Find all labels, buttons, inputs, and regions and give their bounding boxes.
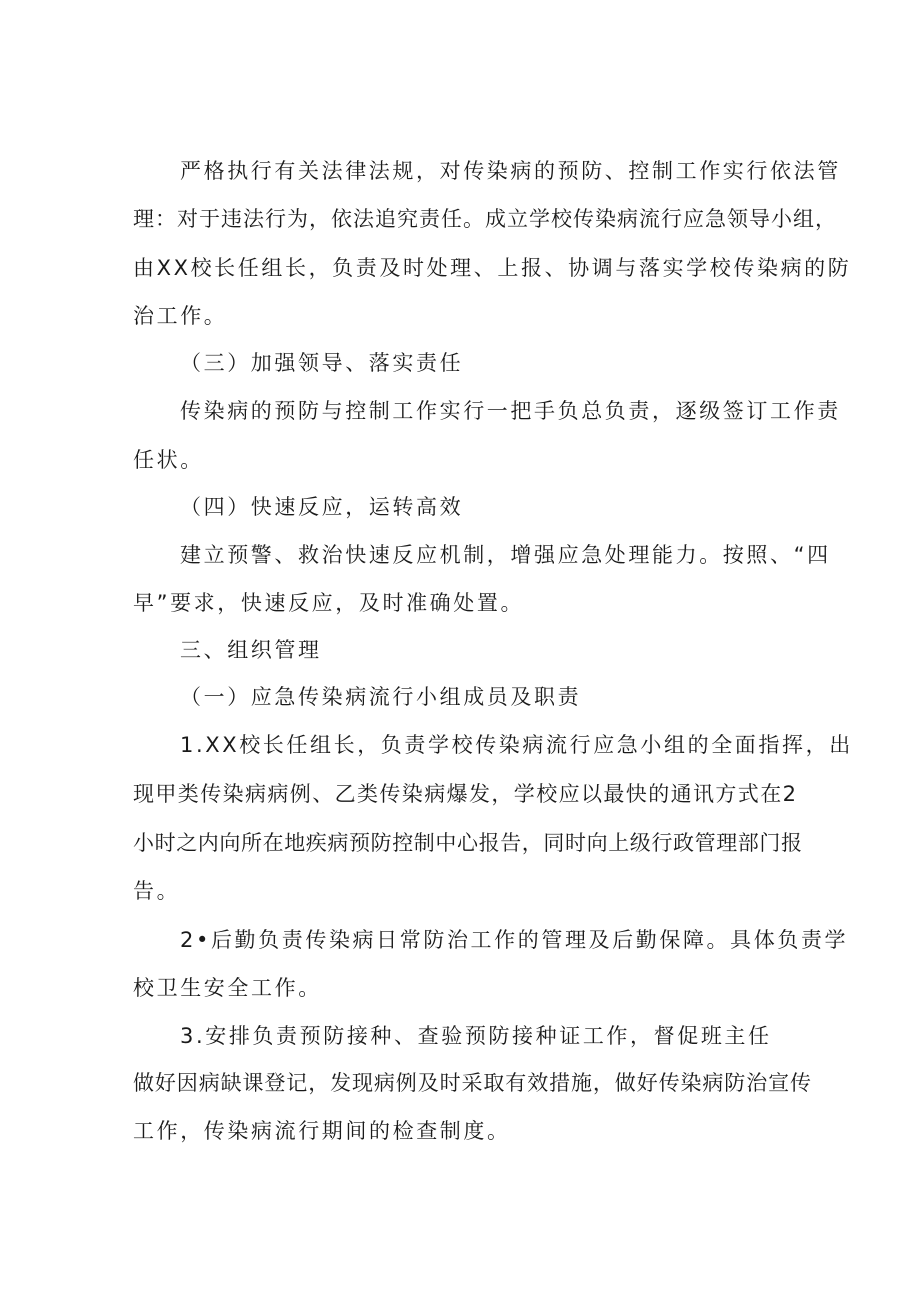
section-heading: （一）应急传染病流行小组成员及职责 [180, 685, 582, 709]
paragraph-line: 2•后勤负责传染病日常防治工作的管理及后勤保障。具体负责学 [180, 928, 849, 952]
section-heading: 三、组织管理 [180, 638, 322, 662]
paragraph-line: 现甲类传染病病例、乙类传染病爆发，学校应以最快的通讯方式在2 [133, 782, 798, 806]
paragraph-line: 3.安排负责预防接种、查验预防接种证工作，督促班主任 [180, 1024, 772, 1048]
paragraph-line: 告。 [133, 879, 181, 903]
paragraph-line: 早”要求，快速反应，及时准确处置。 [133, 591, 525, 615]
paragraph-line: 传染病的预防与控制工作实行一把手负总负责，逐级签订工作责 [180, 399, 841, 423]
paragraph-line: 建立预警、救治快速反应机制，增强应急处理能力。按照、“四 [180, 543, 831, 567]
section-heading: （四）快速反应，运转高效 [180, 495, 464, 519]
paragraph-line: 校卫生安全工作。 [133, 976, 322, 1000]
paragraph-line: 做好因病缺课登记，发现病例及时采取有效措施，做好传染病防治宣传 [133, 1071, 812, 1095]
section-heading: （三）加强领导、落实责任 [180, 351, 464, 375]
paragraph-line: 小时之内向所在地疾病预防控制中心报告，同时向上级行政管理部门报 [133, 831, 803, 855]
paragraph-line: 任状。 [133, 448, 204, 472]
paragraph-line: 理：对于违法行为，依法追究责任。成立学校传染病流行应急领导小组， [133, 207, 837, 231]
paragraph-line: 工作，传染病流行期间的检查制度。 [133, 1119, 511, 1143]
paragraph-line: 由XX校长任组长，负责及时处理、上报、协调与落实学校传染病的防 [133, 256, 852, 280]
paragraph-line: 严格执行有关法律法规，对传染病的预防、控制工作实行依法管 [180, 159, 841, 183]
paragraph-line: 1.XX校长任组长，负责学校传染病流行应急小组的全面指挥，出 [180, 733, 853, 757]
paragraph-line: 治工作。 [133, 304, 228, 328]
